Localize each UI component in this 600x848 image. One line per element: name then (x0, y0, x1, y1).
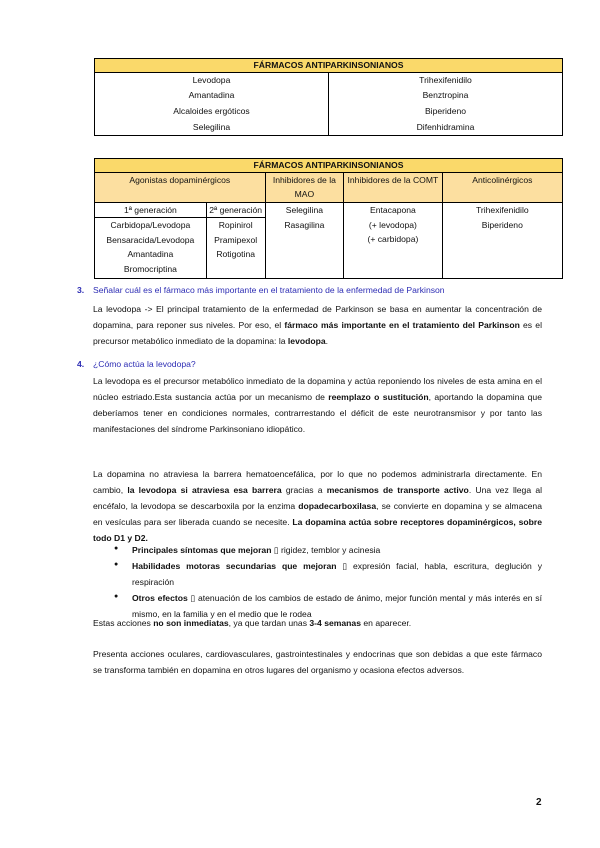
table2-gen1-item: Bromocriptina (123, 263, 177, 274)
table2-mao-item: Rasagilina (284, 219, 325, 230)
q4-text: , aportando la dopamina que deberíamos tener en condiciones normales, contrarrestando el déficit de este neurotransmisor y por tanto las manifestaciones del síndrome Parkinsoniano idiopático. (93, 391, 542, 434)
q4-text: , ya que tardan unas (228, 618, 310, 628)
table2-gen1-item: Amantadina (127, 249, 174, 260)
table1-left-cell (95, 72, 329, 136)
bullet-item (132, 543, 542, 559)
bullet-label: Habilidades motoras secundarias que mejoran (132, 561, 337, 571)
table2-mao-item: Selegilina (285, 205, 324, 215)
q4-text: La dopamina no atraviesa la barrera hematoencefálica, por lo que no podemos administrarla directamente. En cambio, (93, 469, 542, 495)
table2-comt-item: (+ levodopa) (368, 219, 417, 230)
table2-gen1-item: Bensaracida/Levodopa (106, 234, 195, 245)
q4-text: Estas acciones (93, 618, 154, 628)
antiparkinson-table-detailed (94, 158, 563, 279)
q3-text: La levodopa -> El principal tratamiento de la enfermedad de Parkinson se basa en aumentar la concentración de dopamina, para reponer sus niveles. Por eso, el (93, 304, 542, 330)
table2-comt-cell (344, 203, 442, 279)
bullet-icon: ● (114, 545, 119, 552)
table1-title: FÁRMACOS ANTIPARKINSONIANOS (95, 59, 563, 73)
q3-text: es el precursor metabólico inmediato de la dopamina: la (93, 319, 542, 346)
question3-number: 3. (77, 285, 85, 295)
table1-right-cell (329, 72, 563, 136)
question4-paragraph-4 (93, 647, 542, 679)
table1-left-item: Selegilina (192, 121, 231, 132)
table2-gen2-label: 2ª generación (206, 203, 265, 218)
q4-text: . Una vez llega al encéfalo, la levodopa se descarboxila por la enzima (93, 484, 543, 511)
bullet-text: rigidez, temblor y acinesia (280, 545, 381, 555)
q4-bold: no son inmediatas (153, 618, 229, 628)
table2-title: FÁRMACOS ANTIPARKINSONIANOS (95, 159, 563, 173)
q4-text: , se convierte en dopamina y se almacena en vesículas para ser liberada cuando se necesite. (93, 500, 542, 527)
question3-title: Señalar cuál es el fármaco más importante en el tratamiento de la enfermedad de Parkinson (93, 285, 445, 295)
q4-bold: La dopamina actúa sobre receptores dopaminérgicos, sobre todo D1 y D2. (93, 516, 542, 543)
table1-right-item: Benztropina (422, 90, 469, 101)
question4-title: ¿Cómo actúa la levodopa? (93, 359, 196, 369)
bullet-text: atenuación de los cambios de estado de ánimo, mejor función mental y más interés en sí mismo, en la familia y en el medio que le rodea (132, 593, 542, 619)
table1-right-item: Biperideno (424, 105, 467, 116)
q4-text: Presenta acciones oculares, cardiovasculares, gastrointestinales y endocrinas que son debidas a que este fármaco se transforma también en dopamina en otros lugares del organismo y ocasiona efectos adversos. (93, 649, 542, 675)
table1-left-item: Alcaloides ergóticos (173, 105, 250, 116)
table2-gen2-item: Rotigotina (216, 249, 256, 260)
table2-gen1-cell (95, 218, 207, 279)
q4-bold: dopadecarboxilasa (298, 500, 377, 511)
arrow-icon: ▯ (187, 593, 198, 603)
table2-gen2-item: Ropinirol (218, 220, 253, 230)
q3-bold: levodopa (287, 335, 326, 346)
q3-bold: fármaco más importante en el tratamiento del Parkinson (284, 319, 520, 330)
q4-bold: reemplazo o sustitución (328, 391, 429, 402)
bullet-icon: ● (114, 561, 119, 568)
antiparkinson-table-simple (94, 58, 563, 136)
table2-anticol-cell (442, 203, 562, 279)
bullet-label: Otros efectos (132, 593, 188, 603)
bullet-icon: ● (114, 593, 119, 600)
question4-paragraph-2 (93, 467, 542, 547)
table2-gen1-item: Carbidopa/Levodopa (110, 220, 191, 230)
page-number: 2 (536, 797, 542, 808)
bullet-text: expresión facial, habla, escritura, deglución y respiración (132, 561, 542, 587)
table1-right-item: Difenhidramina (416, 121, 475, 132)
question3-answer (93, 302, 542, 350)
table2-gen2-cell (206, 218, 265, 279)
q4-bold: mecanismos de transporte activo (326, 484, 469, 495)
table2-anticol-item: Trihexifenidilo (475, 205, 529, 215)
q4-bold: 3-4 semanas (309, 618, 361, 628)
arrow-icon: ▯ (336, 561, 354, 571)
table2-header-comt: Inhibidores de la COMT (344, 173, 442, 203)
table2-comt-item: Entacapona (369, 205, 416, 215)
arrow-icon: ▯ (271, 545, 281, 555)
q3-text: . (325, 335, 329, 346)
table2-header-anticholinergics: Anticolinérgicos (442, 173, 562, 203)
table2-header-mao: Inhibidores de la MAO (265, 173, 344, 203)
bullet-item (132, 559, 542, 591)
question4-paragraph-3 (93, 616, 542, 632)
table2-anticol-item: Biperideno (481, 219, 523, 230)
q4-bold: la levodopa si atraviesa esa barrera (127, 484, 282, 495)
question4-number: 4. (77, 359, 85, 369)
table2-gen1-label: 1ª generación (95, 203, 207, 218)
table1-left-item: Levodopa (192, 74, 231, 85)
q4-text: en aparecer. (361, 618, 412, 628)
table2-comt-item: (+ carbidopa) (367, 234, 419, 245)
table1-right-item: Trihexifenidilo (419, 74, 472, 85)
table2-gen2-item: Pramipexol (214, 234, 258, 245)
question4-paragraph-1 (93, 374, 542, 438)
q4-text: gracias a (281, 484, 327, 495)
q4-text: La levodopa es el precursor metabólico inmediato de la dopamina y actúa reponiendo los niveles de esta amina en el núcleo estriado.Esta sustancia actúa por un mecanismo de (93, 376, 542, 402)
table2-mao-cell (265, 203, 344, 279)
table1-left-item: Amantadina (188, 90, 235, 101)
table2-header-agonists: Agonistas dopaminérgicos (95, 173, 266, 203)
bullet-label: Principales síntomas que mejoran (132, 545, 272, 555)
